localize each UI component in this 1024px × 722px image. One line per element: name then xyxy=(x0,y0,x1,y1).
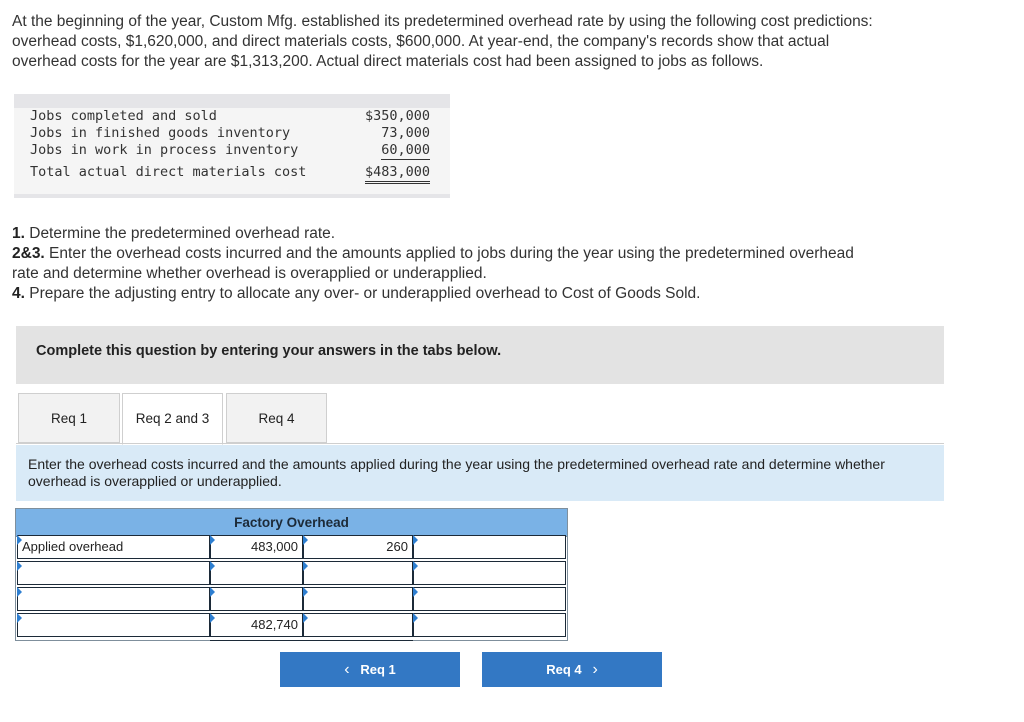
instruction-number: 1. xyxy=(12,225,25,242)
instruction-number: 4. xyxy=(12,285,25,302)
tab-instructions: Enter the overhead costs incurred and the amounts applied during the year using the predetermined overhead rate and determine whether overhead is overapplied or underapplied. xyxy=(16,445,944,501)
cost-label: Jobs in work in process inventory xyxy=(30,142,299,158)
prev-req-1-button[interactable] xyxy=(280,652,460,687)
debit-label-input[interactable]: Applied overhead xyxy=(17,535,210,559)
tab-req-4[interactable]: Req 4 xyxy=(226,393,327,443)
cost-label: Jobs completed and sold xyxy=(30,108,217,124)
instruction-23-cont: rate and determine whether overhead is overapplied or underapplied. xyxy=(12,265,487,282)
credit-label-input[interactable] xyxy=(413,535,566,559)
debit-label-input[interactable] xyxy=(17,587,210,611)
debit-label-input[interactable] xyxy=(17,561,210,585)
total-underline xyxy=(210,640,413,641)
cost-total-row xyxy=(30,164,430,181)
total-credit-label-input[interactable] xyxy=(413,613,566,637)
t-account-header xyxy=(16,509,567,537)
cost-amount: 73,000 xyxy=(381,125,430,141)
instruction-number: 2&3. xyxy=(12,245,45,262)
debit-amount-input[interactable]: 483,000 xyxy=(210,535,303,559)
cost-row xyxy=(30,108,430,125)
debit-amount-input[interactable] xyxy=(210,587,303,611)
instruction-text: Enter the overhead costs incurred and the amounts applied to jobs during the year using the predetermined overhead xyxy=(44,245,854,262)
next-button-label: Req 4 xyxy=(546,661,582,677)
instruction-text: Prepare the adjusting entry to allocate any over- or underapplied overhead to Cost of Goods Sold. xyxy=(24,285,701,302)
cost-row xyxy=(30,125,430,142)
tab-req-2-and-3[interactable]: Req 2 and 3 xyxy=(122,393,223,445)
intro-line: overhead costs, $1,620,000, and direct materials costs, $600,000. At year-end, the company's records show that actual xyxy=(12,33,830,50)
intro-line: overhead costs for the year are $1,313,200. Actual direct materials cost had been assigned to jobs as follows. xyxy=(12,53,764,70)
instruction-text: Determine the predetermined overhead rate. xyxy=(24,225,336,242)
cost-amount: $350,000 xyxy=(364,108,430,124)
credit-label-input[interactable] xyxy=(413,587,566,611)
cost-label: Jobs in finished goods inventory xyxy=(30,125,291,141)
credit-amount-input[interactable] xyxy=(303,587,413,611)
t-account-title: Factory Overhead xyxy=(234,515,349,530)
total-debit-amount[interactable]: 482,740 xyxy=(210,613,303,637)
credit-label-input[interactable] xyxy=(413,561,566,585)
banner-text: Complete this question by entering your answers in the tabs below. xyxy=(36,343,502,359)
chevron-right-icon: › xyxy=(592,660,598,678)
chevron-left-icon: ‹ xyxy=(344,660,350,678)
instruction-banner xyxy=(16,326,944,384)
instruction-1 xyxy=(12,224,1002,244)
cost-amount: 60,000 xyxy=(381,142,430,158)
credit-amount-input[interactable]: 260 xyxy=(303,535,413,559)
tab-req-1[interactable]: Req 1 xyxy=(18,393,120,443)
cost-total-amount: $483,000 xyxy=(365,164,430,184)
debit-amount-input[interactable] xyxy=(210,561,303,585)
intro-line: At the beginning of the year, Custom Mfg. established its predetermined overhead rate by using the following cost predictions: xyxy=(12,13,873,30)
total-debit-label-input[interactable] xyxy=(17,613,210,637)
problem-intro xyxy=(12,12,1002,72)
total-credit-amount[interactable] xyxy=(303,613,413,637)
question-instructions xyxy=(12,224,1002,304)
instruction-4 xyxy=(12,284,1002,304)
next-req-4-button[interactable] xyxy=(482,652,662,687)
cost-label: Total actual direct materials cost xyxy=(30,164,307,180)
direct-materials-table xyxy=(14,94,450,198)
credit-amount-input[interactable] xyxy=(303,561,413,585)
cost-row xyxy=(30,142,430,159)
prev-button-label: Req 1 xyxy=(360,661,396,677)
instruction-23 xyxy=(12,244,1002,264)
tab-divider xyxy=(16,443,944,444)
